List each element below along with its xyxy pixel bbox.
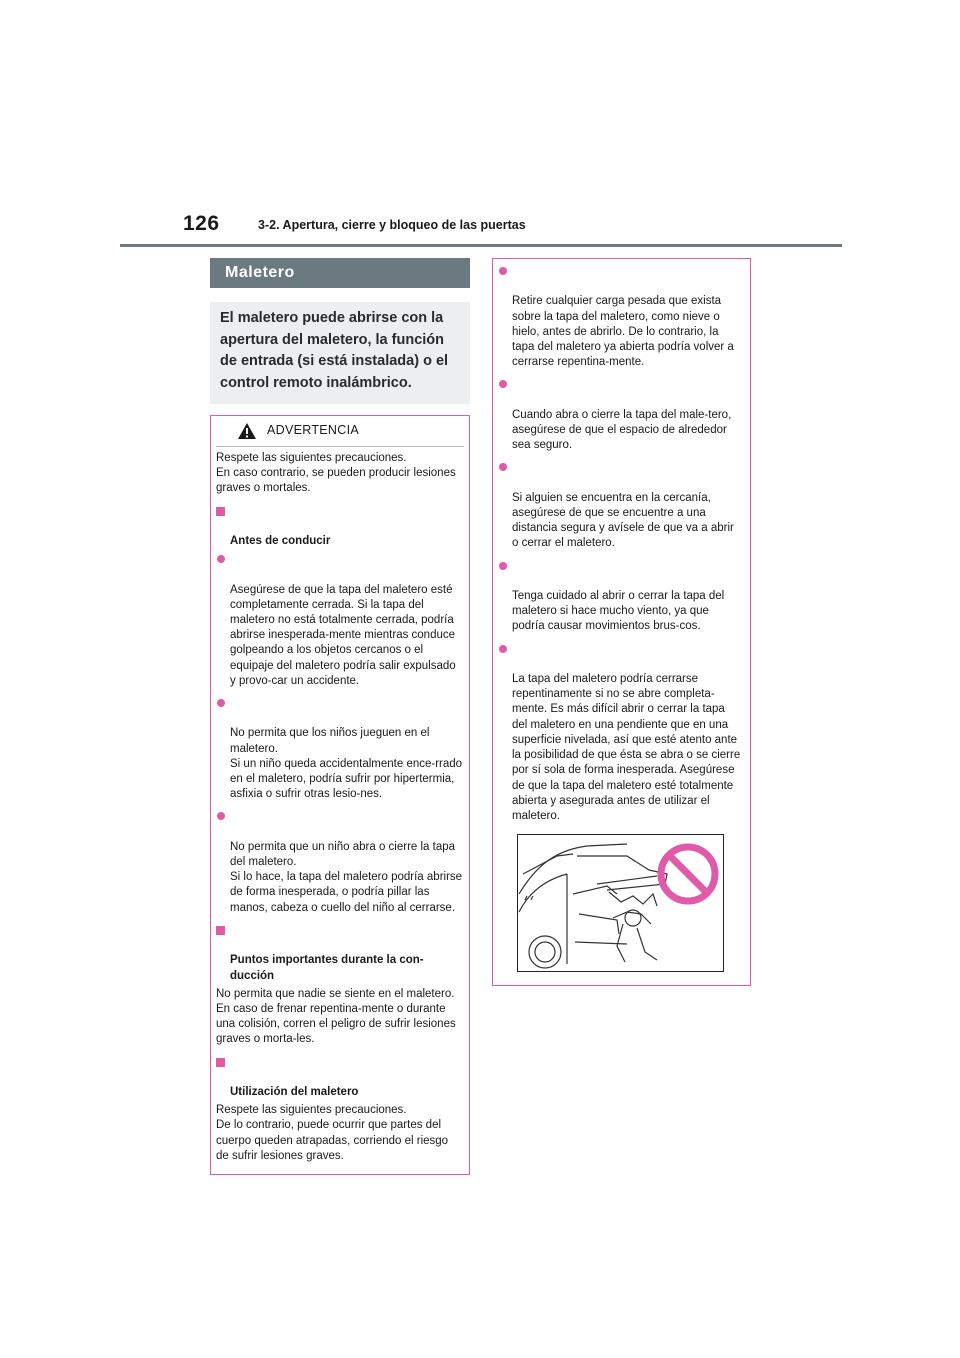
trunk-hazard-illustration — [517, 834, 724, 972]
subheading-trunk-use: Utilización del maletero — [216, 1055, 463, 1101]
warning-header — [216, 416, 464, 447]
list-item: No permita que los niños jueguen en el maletero. Si un niño queda accidentalmente ence-rrado en el maletero, podría sufrir por hipertermia, asfixia o sufrir otras lesio-nes. — [216, 696, 463, 802]
bullet-dot-icon — [217, 555, 225, 563]
subheading-while-driving: Puntos importantes durante la con- ducción — [216, 923, 463, 984]
subheading-before-driving: Antes de conducir — [216, 504, 463, 550]
header-rule — [120, 244, 842, 247]
warning-intro: Respete las siguientes precauciones. En caso contrario, se pueden producir lesiones graves o mortales. — [216, 452, 456, 495]
left-column — [210, 258, 470, 1175]
square-bullet-icon — [216, 1058, 225, 1067]
square-bullet-icon — [216, 926, 225, 935]
bullet-dot-icon — [499, 267, 507, 275]
bullet-dot-icon — [217, 699, 225, 707]
section-title: Maletero — [210, 258, 470, 288]
right-column — [492, 258, 751, 986]
warning-box-continued — [492, 258, 751, 986]
chapter-title: 3-2. Apertura, cierre y bloqueo de las puertas — [258, 218, 526, 232]
list-item: La tapa del maletero podría cerrarse repentinamente si no se abre completa-mente. Es más difícil abrir o cerrar la tapa del maletero en una pendiente que en una superficie nivelada, así que esté atento ante la posibilidad de que ésta se abra o se cierre por sí sola de forma inesperada. Asegúrese de que la tapa del maletero esté totalmente abierta y asegurada antes de utilizar el maletero. — [498, 642, 742, 824]
while-driving-text: No permita que nadie se siente en el maletero. En caso de frenar repentina-mente o durante una colisión, corren el peligro de sufrir lesiones graves o morta-les. — [216, 987, 456, 1046]
list-item: Retire cualquier carga pesada que exista sobre la tapa del maletero, como nieve o hielo, antes de abrirlo. De lo contrario, la tapa del maletero ya abierta podría volver a cerrarse repentina-mente. — [498, 264, 742, 370]
warning-triangle-icon — [237, 422, 257, 440]
bullet-dot-icon — [499, 380, 507, 388]
section-intro: El maletero puede abrirse con la apertura del maletero, la función de entrada (si está instalada) o el control remoto inalámbrico. — [210, 302, 470, 404]
list-item: Asegúrese de que la tapa del maletero esté completamente cerrada. Si la tapa del maletero no está totalmente cerrada, podría abrirse inesperada-mente mientras conduce golpeando a los objetos cercanos o el equipaje del maletero podría salir expulsado y provo-car un accidente. — [216, 552, 463, 689]
square-bullet-icon — [216, 507, 225, 516]
bullet-dot-icon — [499, 562, 507, 570]
bullet-dot-icon — [499, 463, 507, 471]
warning-content-continued — [493, 264, 750, 824]
warning-box — [210, 415, 470, 1175]
page-number: 126 — [183, 212, 220, 235]
warning-title: ADVERTENCIA — [267, 423, 359, 437]
trunk-use-text: Respete las siguientes precauciones. De lo contrario, puede ocurrir que partes del cuerpo queden atrapadas, corriendo el riesgo de sufrir lesiones graves. — [216, 1104, 449, 1162]
list-item: Si alguien se encuentra en la cercanía, asegúrese de que se encuentre a una distancia segura y avísele de que va a abrir o cerrar el maletero. — [498, 460, 742, 551]
list-item: Cuando abra o cierre la tapa del male-tero, asegúrese de que el espacio de alrededor sea seguro. — [498, 377, 742, 453]
warning-content — [211, 447, 469, 1164]
bullet-dot-icon — [217, 812, 225, 820]
list-item: Tenga cuidado al abrir o cerrar la tapa del maletero si hace mucho viento, ya que podría causar movimientos brus-cos. — [498, 559, 742, 635]
bullet-dot-icon — [499, 645, 507, 653]
list-item: No permita que un niño abra o cierre la tapa del maletero. Si lo hace, la tapa del maletero podría abrirse de forma inesperada, o podría pillar las manos, cabeza o cuello del niño al cerrarse. — [216, 809, 463, 915]
